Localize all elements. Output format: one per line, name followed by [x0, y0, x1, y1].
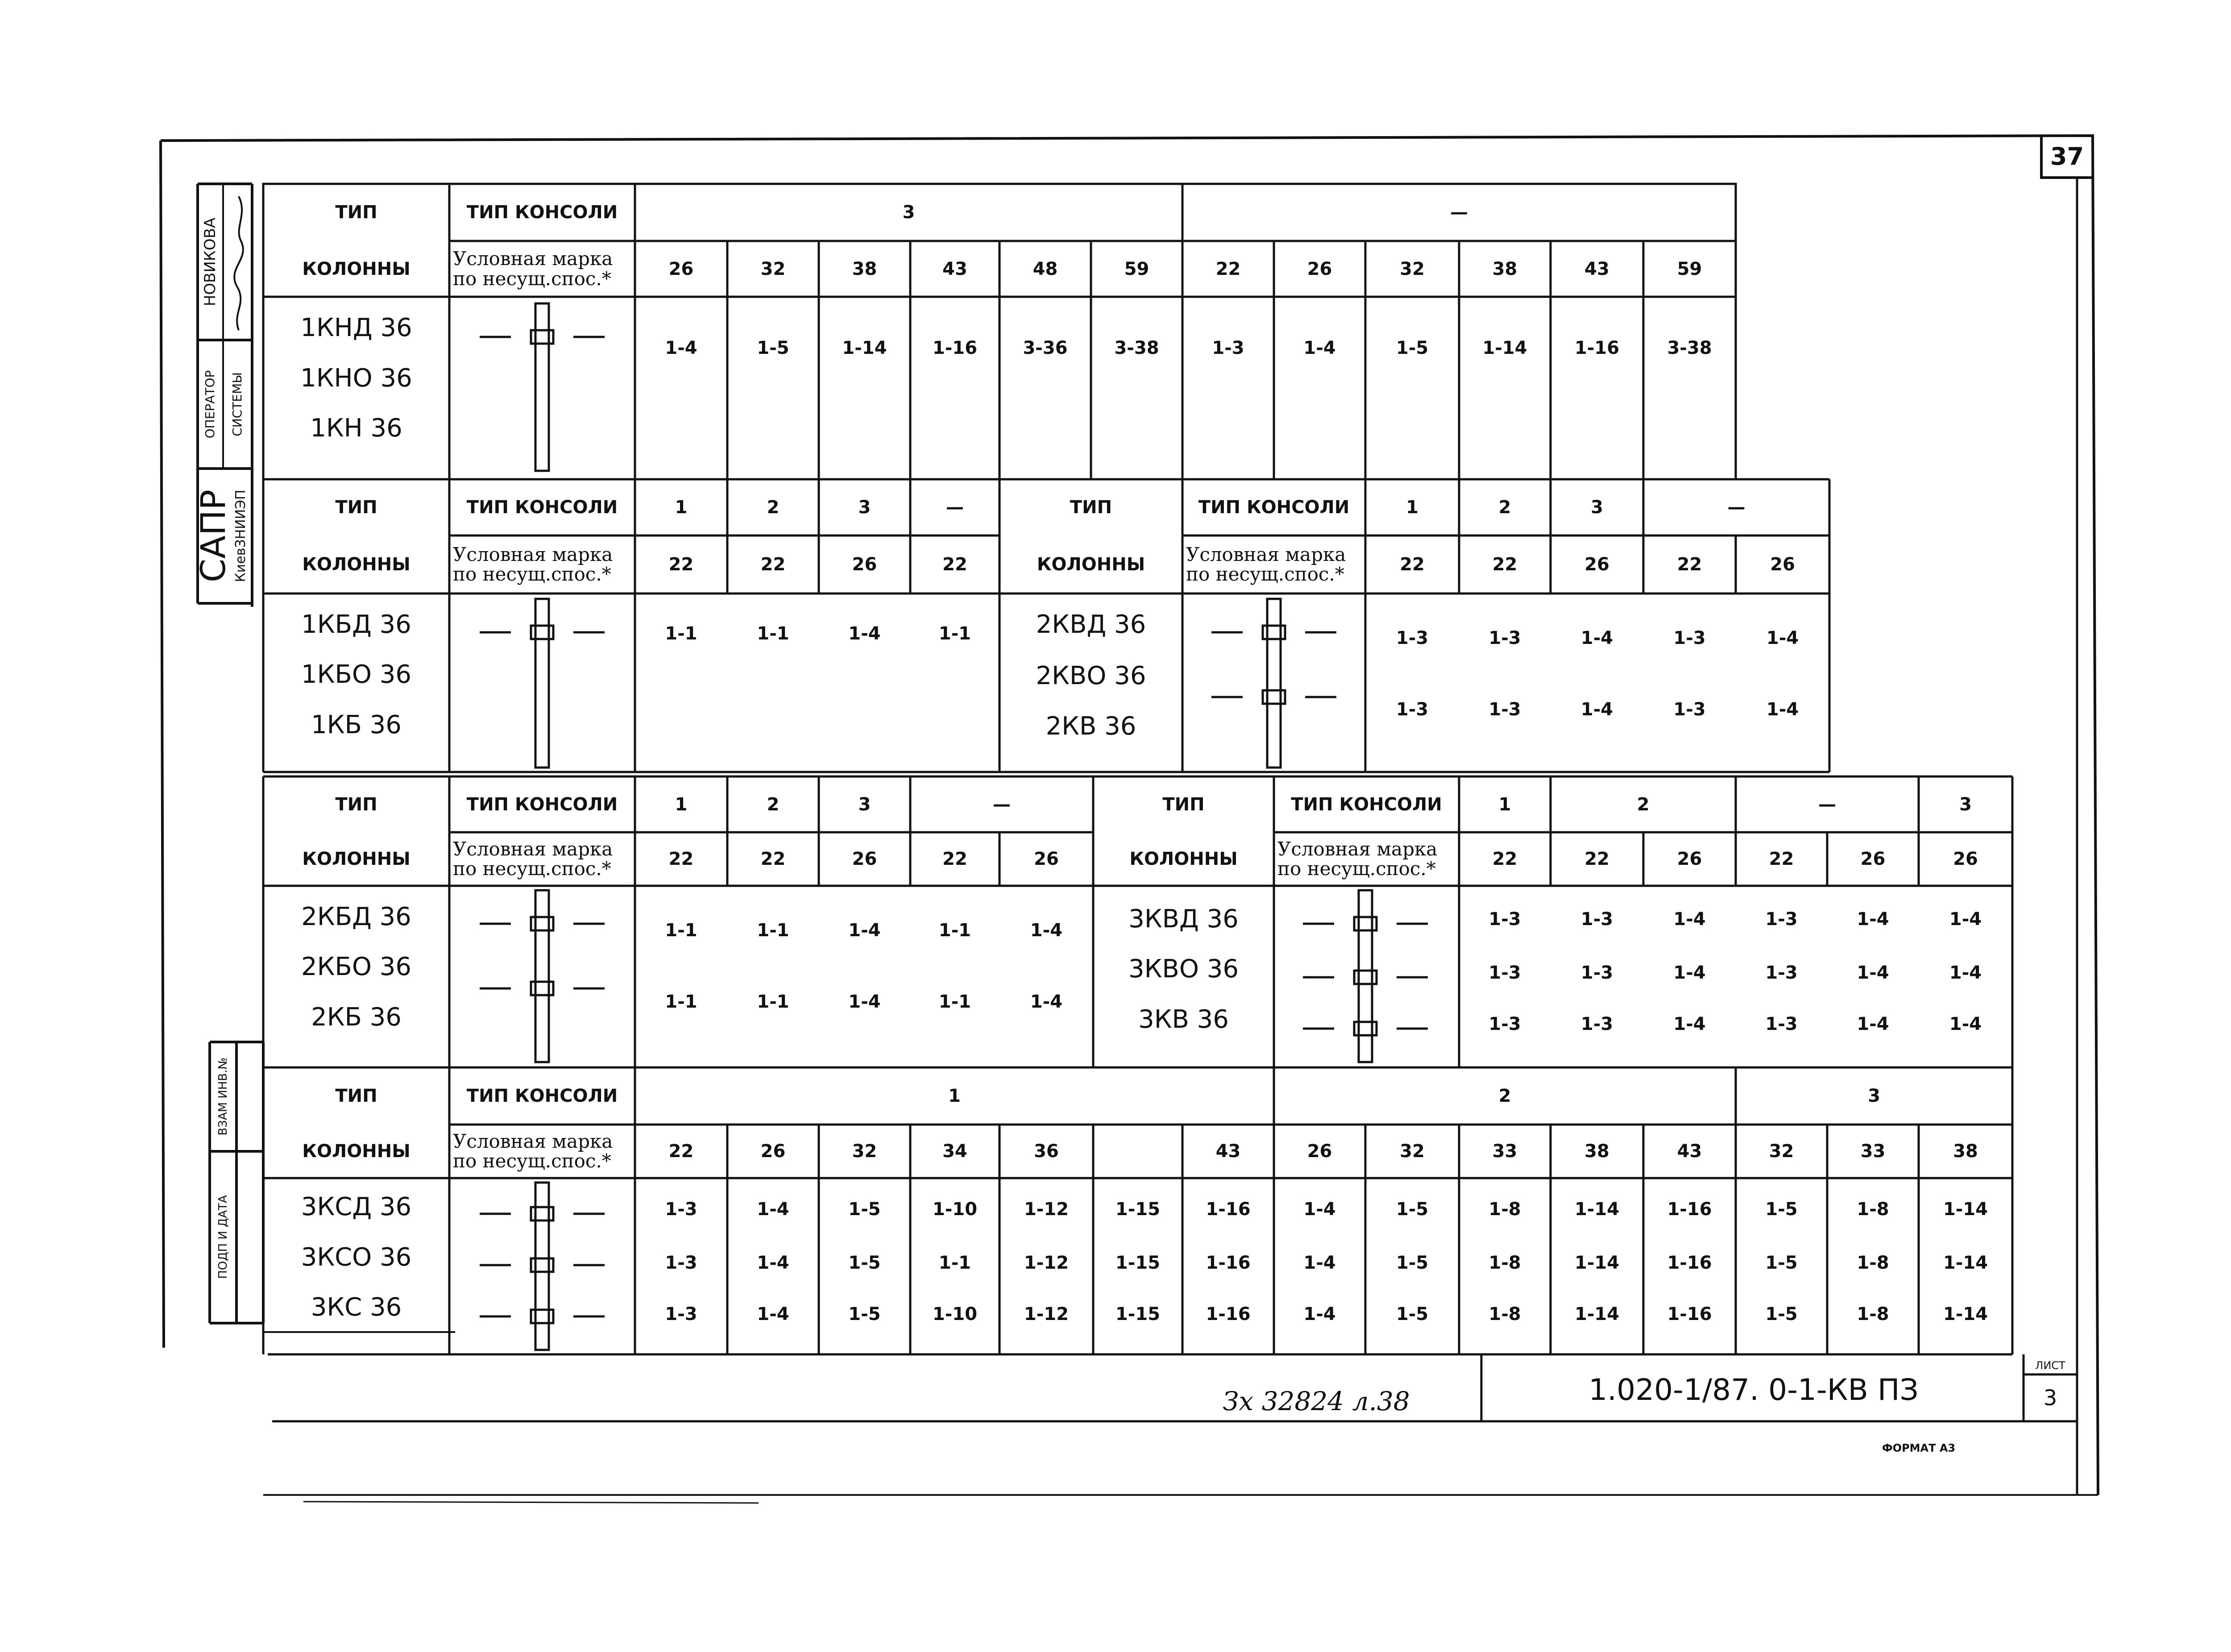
b4-value-row1-12: 1-5 — [1765, 1199, 1798, 1220]
b4-mark-0: 3КСД 36 — [301, 1192, 412, 1221]
mark-label-line-1: Условная марка — [1186, 543, 1346, 565]
b2r-mark-1: 2КВО 36 — [1036, 661, 1146, 690]
b3r-value-row3-0: 1-3 — [1489, 1014, 1521, 1034]
b2l-capacity-0: 22 — [668, 554, 694, 575]
b3l-value-upper-3: 1-1 — [938, 920, 971, 941]
b4-value-row3-2: 1-5 — [848, 1304, 881, 1324]
b2r-value-upper-1: 1-3 — [1489, 628, 1521, 648]
b3r-mark-2: 3КВ 36 — [1138, 1005, 1229, 1034]
b4-capacity-7: 26 — [1307, 1141, 1332, 1162]
b4-value-row2-12: 1-5 — [1765, 1253, 1798, 1273]
b4-mark-2: 3КС 36 — [311, 1293, 402, 1322]
b3l-value-lower-2: 1-4 — [848, 992, 881, 1012]
b4-value-row2-2: 1-5 — [848, 1253, 881, 1273]
handwritten-order-number: Зх 32824 л.38 — [1223, 1386, 1410, 1416]
b3r-value-row1-0: 1-3 — [1489, 909, 1521, 930]
b4-value-row1-7: 1-4 — [1303, 1199, 1336, 1220]
b3l-value-lower-0: 1-1 — [665, 992, 697, 1012]
header-mark-label — [1277, 832, 1458, 886]
b2r-capacity-1: 22 — [1492, 554, 1518, 575]
b1-value-9: 1-14 — [1482, 338, 1527, 358]
b4-value-row2-3: 1-1 — [938, 1253, 971, 1273]
stamp-podp: ПОДП И ДАТА — [216, 1195, 230, 1279]
b1-mark-1: 1КНО 36 — [300, 364, 412, 393]
header-console-type: ТИП КОНСОЛИ — [466, 202, 618, 223]
mark-label-line-1: Условная марка — [453, 543, 613, 565]
b4-value-row1-8: 1-5 — [1396, 1199, 1429, 1220]
b4-value-row1-2: 1-5 — [848, 1199, 881, 1220]
header-type: ТИП — [335, 1086, 377, 1106]
b2l-capacity-3: 22 — [942, 554, 967, 575]
b4-capacity-2: 32 — [852, 1141, 877, 1162]
b1-value-8: 1-5 — [1396, 338, 1429, 358]
b3l-capacity-4: 26 — [1034, 849, 1059, 869]
b3r-capacity-2: 26 — [1677, 849, 1702, 869]
b3r-value-row3-4: 1-4 — [1857, 1014, 1889, 1034]
header-type: ТИП — [1162, 794, 1205, 815]
b3r-value-row2-4: 1-4 — [1857, 963, 1889, 983]
b1-capacity-11: 59 — [1677, 258, 1702, 279]
b4-value-row3-7: 1-4 — [1303, 1304, 1336, 1324]
b3l-capacity-3: 22 — [942, 849, 967, 869]
b4-capacity-12: 32 — [1769, 1141, 1794, 1162]
b2l-value-1: 1-1 — [757, 623, 789, 644]
b4-value-row3-6: 1-16 — [1206, 1304, 1251, 1324]
mark-label-line-1: Условная марка — [453, 248, 613, 270]
header-columns: КОЛОННЫ — [1037, 554, 1145, 575]
b3l-value-upper-4: 1-4 — [1030, 920, 1063, 941]
b4-value-row3-13: 1-8 — [1857, 1304, 1889, 1324]
b4-value-row2-13: 1-8 — [1857, 1253, 1889, 1273]
b2l-mark-1: 1КБО 36 — [301, 660, 411, 689]
b1-value-4: 3-36 — [1023, 338, 1068, 358]
b4-value-row1-4: 1-12 — [1024, 1199, 1069, 1220]
b3r-value-row1-5: 1-4 — [1949, 909, 1982, 930]
b3l-value-upper-0: 1-1 — [665, 920, 697, 941]
b4-console-1: 2 — [1498, 1086, 1511, 1106]
b2r-value-upper-3: 1-3 — [1673, 628, 1706, 648]
b4-value-row2-10: 1-14 — [1574, 1253, 1620, 1273]
b1-value-5: 3-38 — [1114, 338, 1159, 358]
b2l-mark-2: 1КБ 36 — [311, 710, 402, 739]
b4-capacity-8: 32 — [1400, 1141, 1425, 1162]
header-type: ТИП — [335, 497, 377, 518]
header-columns: КОЛОННЫ — [302, 1141, 411, 1162]
b3r-value-row3-5: 1-4 — [1949, 1014, 1982, 1034]
b4-mark-1: 3КСО 36 — [301, 1243, 412, 1272]
b2l-value-0: 1-1 — [665, 623, 697, 644]
b4-capacity-1: 26 — [760, 1141, 786, 1162]
header-columns: КОЛОННЫ — [302, 258, 411, 279]
stamp-system: СИСТЕМЫ — [230, 372, 245, 436]
b2r-mark-0: 2КВД 36 — [1036, 610, 1146, 639]
b4-value-row3-1: 1-4 — [757, 1304, 789, 1324]
b2r-value-lower-0: 1-3 — [1396, 699, 1429, 720]
b1-capacity-7: 26 — [1307, 258, 1332, 279]
mark-label-line-1: Условная марка — [1277, 838, 1438, 860]
b3r-value-row1-4: 1-4 — [1857, 909, 1889, 930]
b4-value-row3-4: 1-12 — [1024, 1304, 1069, 1324]
b3r-value-row2-2: 1-4 — [1673, 963, 1706, 983]
b4-capacity-6: 43 — [1215, 1141, 1241, 1162]
b3r-capacity-1: 22 — [1584, 849, 1609, 869]
b2l-capacity-2: 26 — [852, 554, 877, 575]
b2r-console-2: 3 — [1591, 497, 1603, 518]
b2r-value-lower-2: 1-4 — [1580, 699, 1613, 720]
mark-label-line-1: Условная марка — [453, 1130, 613, 1152]
b4-value-row1-3: 1-10 — [932, 1199, 978, 1220]
b4-capacity-14: 38 — [1953, 1141, 1978, 1162]
b4-capacity-9: 33 — [1492, 1141, 1518, 1162]
b3r-console-2: — — [1818, 794, 1836, 815]
b1-capacity-10: 43 — [1584, 258, 1609, 279]
b4-value-row1-9: 1-8 — [1489, 1199, 1521, 1220]
b4-value-row1-14: 1-14 — [1943, 1199, 1988, 1220]
mark-label-line-2: по несущ.спос.* — [453, 858, 611, 880]
b2r-capacity-0: 22 — [1400, 554, 1425, 575]
b3r-value-row2-0: 1-3 — [1489, 963, 1521, 983]
b3r-capacity-3: 22 — [1769, 849, 1794, 869]
b4-value-row3-11: 1-16 — [1667, 1304, 1712, 1324]
b2r-capacity-4: 26 — [1770, 554, 1795, 575]
mark-label-line-2: по несущ.спос.* — [453, 563, 611, 585]
b4-value-row1-0: 1-3 — [665, 1199, 697, 1220]
signature-scribble — [234, 196, 243, 330]
b2r-console-0: 1 — [1406, 497, 1418, 518]
b4-capacity-3: 34 — [942, 1141, 967, 1162]
b2r-mark-2: 2КВ 36 — [1045, 712, 1136, 741]
sheet-corner-number: 37 — [2050, 142, 2084, 170]
b1-value-6: 1-3 — [1212, 338, 1244, 358]
header-mark-label — [453, 535, 634, 594]
b3r-console-1: 2 — [1637, 794, 1650, 815]
sheet-number: 3 — [2043, 1385, 2057, 1411]
b3l-value-lower-4: 1-4 — [1030, 992, 1063, 1012]
b1-mark-2: 1КН 36 — [310, 414, 402, 443]
b4-capacity-0: 22 — [668, 1141, 694, 1162]
b3l-capacity-1: 22 — [760, 849, 786, 869]
b3l-console-3: — — [993, 794, 1011, 815]
b4-value-row2-11: 1-16 — [1667, 1253, 1712, 1273]
mark-label-line-1: Условная марка — [453, 838, 613, 860]
b1-group-dash: — — [1450, 202, 1468, 223]
b4-value-row2-14: 1-14 — [1943, 1253, 1988, 1273]
b4-value-row3-12: 1-5 — [1765, 1304, 1798, 1324]
b2r-value-upper-2: 1-4 — [1580, 628, 1613, 648]
b4-value-row2-5: 1-15 — [1115, 1253, 1161, 1273]
b3l-capacity-0: 22 — [668, 849, 694, 869]
b3r-console-0: 1 — [1498, 794, 1511, 815]
b4-value-row1-11: 1-16 — [1667, 1199, 1712, 1220]
b3l-mark-0: 2КБД 36 — [301, 902, 411, 931]
mark-label-line-2: по несущ.спос.* — [453, 1150, 611, 1172]
b1-capacity-0: 26 — [668, 258, 694, 279]
header-mark-label — [453, 241, 634, 297]
b3r-value-row2-5: 1-4 — [1949, 963, 1982, 983]
b1-capacity-3: 43 — [942, 258, 967, 279]
b4-value-row1-10: 1-14 — [1574, 1199, 1620, 1220]
b4-capacity-5 — [1093, 1125, 1182, 1178]
b2r-value-upper-0: 1-3 — [1396, 628, 1429, 648]
header-console-type: ТИП КОНСОЛИ — [1291, 794, 1442, 815]
b1-capacity-9: 38 — [1492, 258, 1518, 279]
b1-value-10: 1-16 — [1574, 338, 1620, 358]
header-columns: КОЛОННЫ — [1129, 849, 1238, 869]
b3r-value-row3-3: 1-3 — [1765, 1014, 1798, 1034]
b2r-capacity-3: 22 — [1677, 554, 1702, 575]
b3r-value-row1-3: 1-3 — [1765, 909, 1798, 930]
header-mark-label — [1186, 535, 1364, 594]
b3r-value-row2-1: 1-3 — [1580, 963, 1613, 983]
b4-value-row2-6: 1-16 — [1206, 1253, 1251, 1273]
b1-capacity-8: 32 — [1400, 258, 1425, 279]
format-label: ФОРМАТ А3 — [1882, 1442, 1956, 1454]
header-console-type: ТИП КОНСОЛИ — [1198, 497, 1350, 518]
b1-capacity-1: 32 — [760, 258, 786, 279]
header-type: ТИП — [335, 202, 377, 223]
b4-value-row3-14: 1-14 — [1943, 1304, 1988, 1324]
stamp-vzam: ВЗАМ ИНВ.№ — [216, 1057, 230, 1136]
b4-value-row3-0: 1-3 — [665, 1304, 697, 1324]
b1-value-7: 1-4 — [1303, 338, 1336, 358]
b4-value-row1-6: 1-16 — [1206, 1199, 1251, 1220]
header-console-type: ТИП КОНСОЛИ — [466, 497, 618, 518]
b3r-mark-0: 3КВД 36 — [1128, 905, 1239, 934]
b3l-mark-2: 2КБ 36 — [311, 1003, 402, 1032]
b3r-value-row1-1: 1-3 — [1580, 909, 1613, 930]
header-type: ТИП — [1070, 497, 1112, 518]
b2l-value-3: 1-1 — [938, 623, 971, 644]
stamp-org: КиевЗНИИЭП — [233, 490, 249, 582]
header-columns: КОЛОННЫ — [302, 554, 411, 575]
b4-value-row2-7: 1-4 — [1303, 1253, 1336, 1273]
b3l-capacity-2: 26 — [852, 849, 877, 869]
b2l-console-0: 1 — [675, 497, 688, 518]
b3r-capacity-4: 26 — [1860, 849, 1886, 869]
stamp-operator: ОПЕРАТОР — [203, 370, 217, 439]
sheet-label: ЛИСТ — [2035, 1359, 2065, 1372]
stamp-sapr: САПР — [193, 489, 233, 583]
stamp-surname: НОВИКОВА — [201, 217, 219, 307]
header-console-type: ТИП КОНСОЛИ — [466, 794, 618, 815]
b1-value-11: 3-38 — [1667, 338, 1712, 358]
b1-value-2: 1-14 — [842, 338, 887, 358]
b4-value-row2-0: 1-3 — [665, 1253, 697, 1273]
b2r-value-lower-3: 1-3 — [1673, 699, 1706, 720]
b4-value-row1-1: 1-4 — [757, 1199, 789, 1220]
b2l-capacity-1: 22 — [760, 554, 786, 575]
b4-capacity-4: 36 — [1034, 1141, 1059, 1162]
b2r-value-lower-1: 1-3 — [1489, 699, 1521, 720]
b3r-capacity-0: 22 — [1492, 849, 1518, 869]
b4-value-row2-4: 1-12 — [1024, 1253, 1069, 1273]
b4-value-row3-10: 1-14 — [1574, 1304, 1620, 1324]
b3l-console-0: 1 — [675, 794, 688, 815]
b3r-value-row3-1: 1-3 — [1580, 1014, 1613, 1034]
b2l-console-2: 3 — [858, 497, 871, 518]
b3r-capacity-5: 26 — [1953, 849, 1978, 869]
b1-capacity-4: 48 — [1033, 258, 1058, 279]
b2r-value-lower-4: 1-4 — [1766, 699, 1799, 720]
b1-value-0: 1-4 — [665, 338, 697, 358]
b1-group-3: 3 — [902, 202, 915, 223]
header-mark-label — [453, 832, 634, 886]
b2l-mark-0: 1КБД 36 — [301, 610, 411, 639]
b4-capacity-13: 33 — [1860, 1141, 1886, 1162]
b1-capacity-6: 22 — [1215, 258, 1241, 279]
b2r-console-1: 2 — [1498, 497, 1511, 518]
header-type: ТИП — [335, 794, 377, 815]
b1-value-1: 1-5 — [757, 338, 789, 358]
b3l-console-1: 2 — [767, 794, 780, 815]
b1-capacity-5: 59 — [1124, 258, 1149, 279]
header-mark-label — [453, 1125, 634, 1178]
b4-capacity-10: 38 — [1584, 1141, 1609, 1162]
b4-value-row3-3: 1-10 — [932, 1304, 978, 1324]
b3r-value-row3-2: 1-4 — [1673, 1014, 1706, 1034]
b3l-value-lower-3: 1-1 — [938, 992, 971, 1012]
b3l-console-2: 3 — [858, 794, 871, 815]
b4-value-row2-9: 1-8 — [1489, 1253, 1521, 1273]
mark-label-line-2: по несущ.спос.* — [1186, 563, 1344, 585]
b3l-value-upper-2: 1-4 — [848, 920, 881, 941]
b4-console-2: 3 — [1868, 1086, 1880, 1106]
b4-value-row3-8: 1-5 — [1396, 1304, 1429, 1324]
b2r-capacity-2: 26 — [1584, 554, 1609, 575]
b4-value-row1-5: 1-15 — [1115, 1199, 1161, 1220]
b3l-value-lower-1: 1-1 — [757, 992, 789, 1012]
b1-mark-0: 1КНД 36 — [300, 313, 412, 342]
b1-capacity-2: 38 — [852, 258, 877, 279]
b2r-value-upper-4: 1-4 — [1766, 628, 1799, 648]
b3l-mark-1: 2КБО 36 — [301, 952, 411, 981]
b4-value-row3-9: 1-8 — [1489, 1304, 1521, 1324]
mark-label-line-2: по несущ.спос.* — [1277, 858, 1436, 880]
b3r-mark-1: 3КВО 36 — [1128, 955, 1239, 984]
b2r-console-3: — — [1727, 497, 1746, 518]
b3r-value-row2-3: 1-3 — [1765, 963, 1798, 983]
b4-value-row2-8: 1-5 — [1396, 1253, 1429, 1273]
b1-value-3: 1-16 — [932, 338, 978, 358]
b2l-console-1: 2 — [767, 497, 780, 518]
b4-value-row3-5: 1-15 — [1115, 1304, 1161, 1324]
b4-capacity-11: 43 — [1677, 1141, 1702, 1162]
document-code: 1.020-1/87. 0-1-КВ ПЗ — [1588, 1373, 1919, 1407]
header-columns: КОЛОННЫ — [302, 849, 411, 869]
b4-value-row2-1: 1-4 — [757, 1253, 789, 1273]
mark-label-line-2: по несущ.спос.* — [453, 267, 611, 290]
b3r-console-3: 3 — [1959, 794, 1972, 815]
header-console-type: ТИП КОНСОЛИ — [466, 1086, 618, 1106]
b3l-value-upper-1: 1-1 — [757, 920, 789, 941]
b2l-console-3: — — [946, 497, 964, 518]
b4-value-row1-13: 1-8 — [1857, 1199, 1889, 1220]
b2l-value-2: 1-4 — [848, 623, 881, 644]
b3r-value-row1-2: 1-4 — [1673, 909, 1706, 930]
b4-console-0: 1 — [948, 1086, 961, 1106]
